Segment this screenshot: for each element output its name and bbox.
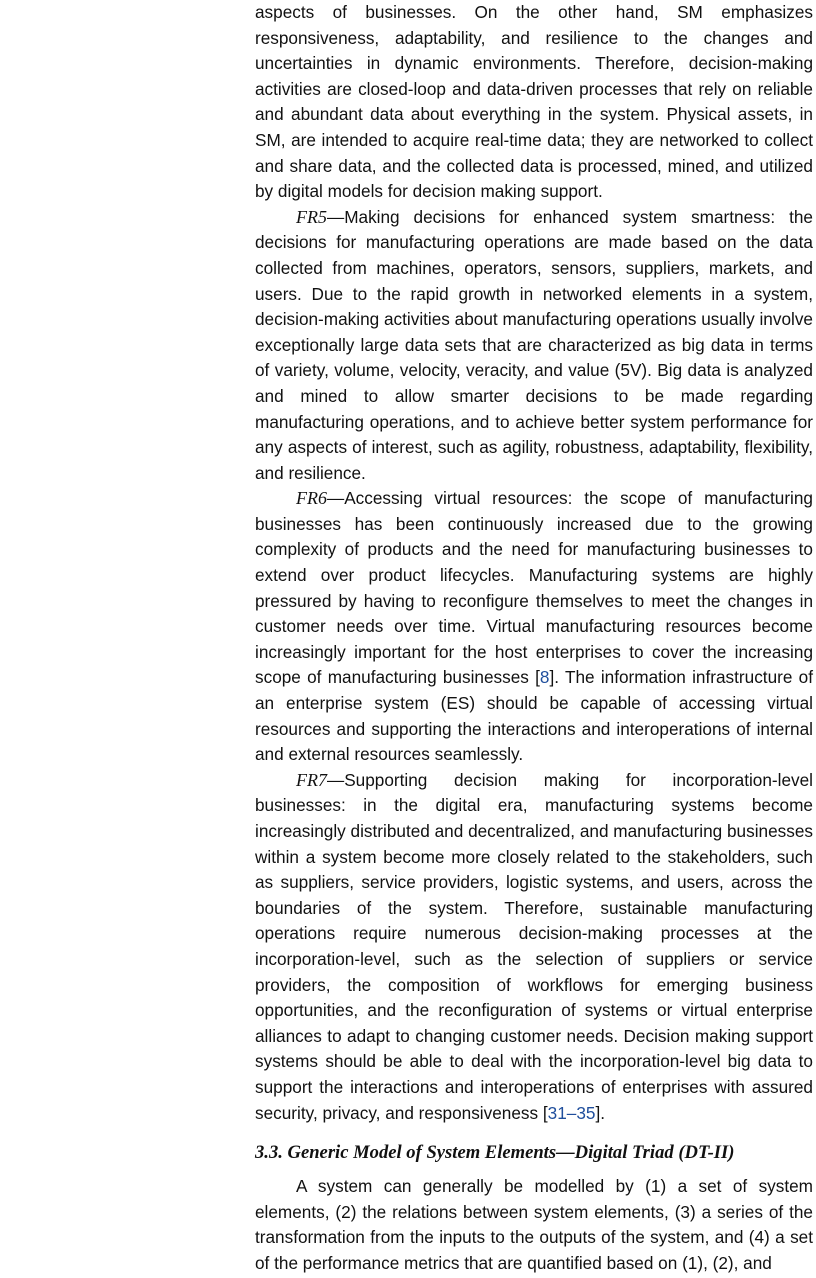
requirement-label-fr6: FR6: [296, 488, 327, 509]
paragraph-fr5: [255, 205, 813, 487]
paragraph-text: ].: [595, 1102, 605, 1123]
citation-link-31-35[interactable]: 31–35: [547, 1102, 596, 1123]
paragraph-text: aspects of businesses. On the other hand, SM emphasizes responsiveness, adaptability, and resilience to the changes and uncertainties in dynamic environments. Therefore, decision-making activities are closed-loop and data-driven processes that rely on reliable and abundant data about everything in the system. Physical assets, in SM, are intended to acquire real-time data; they are networked to collect and share data, and the collected data is processed, mined, and utilized by digital models for decision making support.: [255, 2, 813, 202]
paragraph-text: A system can generally be modelled by (1) a set of system elements, (2) the relations between system elements, (3) a series of the transformation from the inputs to the outputs of the system, and (4) a set of the performance metrics that are quantified based on (1), (2), and: [255, 1176, 813, 1273]
citation-link-8[interactable]: 8: [539, 667, 550, 688]
paragraph-text: ]. The information infrastructure of an enterprise system (ES) should be capable of accessing virtual resources and supporting the interactions and interoperations of internal and external resources seamlessly.: [255, 667, 813, 765]
requirement-label-fr5: FR5: [296, 206, 327, 227]
paragraph-continued: [255, 0, 813, 205]
requirement-label-fr7: FR7: [296, 769, 327, 790]
paragraph-text: —Supporting decision making for incorporation-level businesses: in the digital era, manufacturing systems become increasingly distributed and decentralized, and manufacturing businesses within a system become more closely related to the stakeholders, such as suppliers, service providers, logistic systems, and users, across the boundaries of the system. Therefore, sustainable manufacturing operations require numerous decision-making processes at the incorporation-level, such as the selection of suppliers or service providers, the composition of workflows for emerging business opportunities, and the reconfiguration of systems or virtual enterprise alliances to adapt to changing customer needs. Decision making support systems should be able to deal with the incorporation-level big data to support the interactions and interoperations of enterprises with assured security, privacy, and responsiveness [: [255, 769, 813, 1123]
paragraph-fr7: [255, 768, 813, 1126]
paragraph-system-model: [255, 1174, 813, 1276]
section-heading: 3.3. Generic Model of System Elements—Digital Triad (DT-II): [255, 1142, 735, 1164]
paragraph-text: —Making decisions for enhanced system smartness: the decisions for manufacturing operations are made based on the data collected from machines, operators, sensors, suppliers, markets, and users. Due to the rapid growth in networked elements in a system, decision-making activities about manufacturing operations usually involve exceptionally large data sets that are characterized as big data in terms of variety, volume, velocity, veracity, and value (5V). Big data is analyzed and mined to allow smarter decisions to be made regarding manufacturing operations, and to achieve better system performance for any aspects of interest, such as agility, robustness, adaptability, flexibility, and resilience.: [255, 206, 813, 483]
paragraph-text: —Accessing virtual resources: the scope of manufacturing businesses has been continuously increased due to the growing complexity of products and the need for manufacturing businesses to extend over product lifecycles. Manufacturing systems are highly pressured by having to reconfigure themselves to meet the changes in customer needs over time. Virtual manufacturing resources become increasingly important for the host enterprises to cover the increasing scope of manufacturing businesses [: [255, 488, 813, 688]
paper-page: [255, 0, 813, 1277]
paragraph-fr6: [255, 486, 813, 768]
